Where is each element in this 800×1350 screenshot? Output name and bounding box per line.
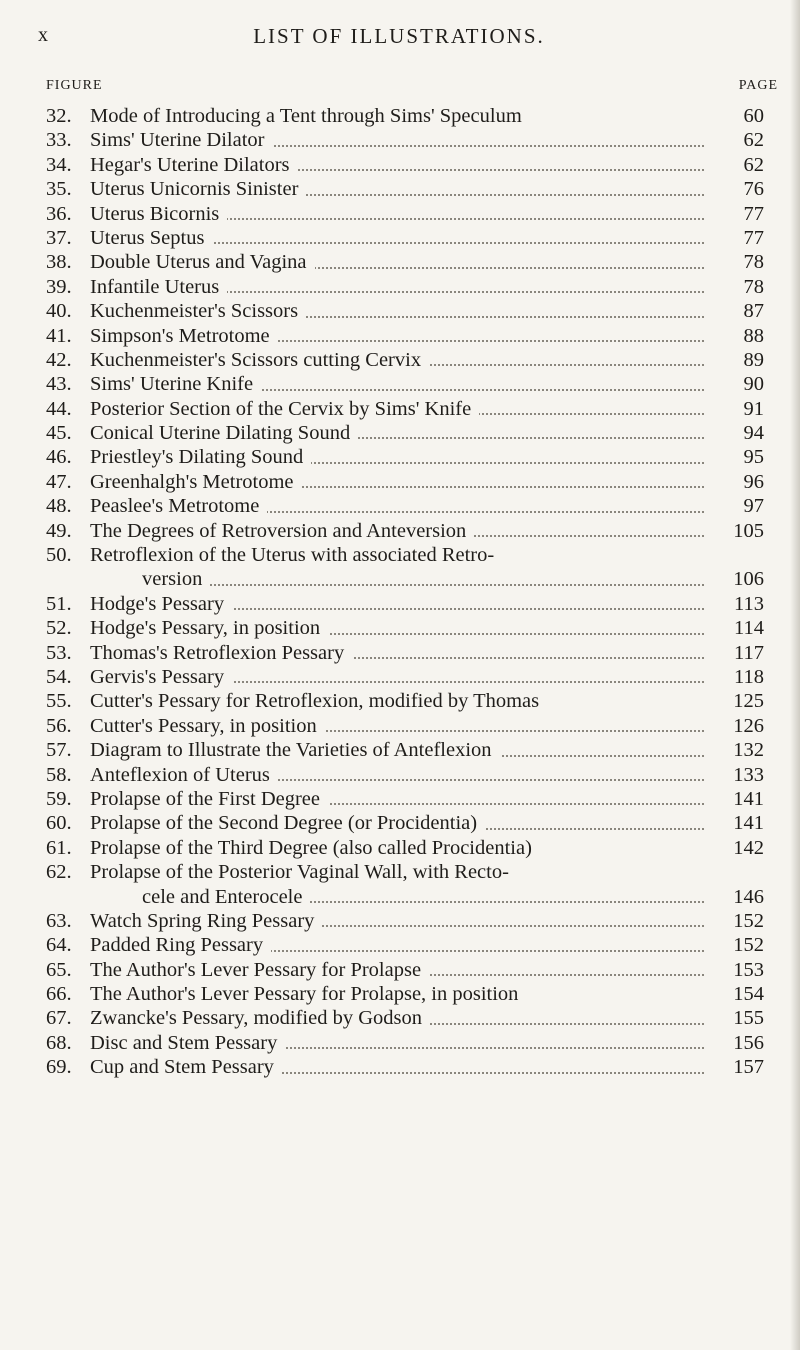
page-number: 62	[743, 129, 764, 152]
figure-title: Posterior Section of the Cervix by Sims' Knife	[90, 398, 479, 420]
list-item	[46, 445, 764, 469]
figure-number: 48.	[46, 495, 72, 518]
figure-title-cell	[90, 592, 704, 616]
figure-number: 59.	[46, 787, 72, 810]
list-item	[46, 397, 764, 421]
figure-number: 58.	[46, 763, 72, 786]
list-item	[46, 104, 764, 128]
figure-title: Mode of Introducing a Tent through Sims' Speculum	[90, 105, 530, 127]
page-number: 76	[743, 178, 764, 201]
figure-title-cell	[90, 153, 704, 177]
page-number: 62	[743, 153, 764, 176]
figure-number: 32.	[46, 105, 72, 127]
figure-number: 52.	[46, 617, 72, 640]
page-number: 106	[733, 568, 764, 591]
figure-title-cell	[90, 397, 704, 421]
figure-title: Hegar's Uterine Dilators	[90, 154, 298, 176]
figure-title: Cup and Stem Pessary	[90, 1056, 282, 1078]
page-number: 60	[743, 105, 764, 127]
figure-title-cell	[90, 860, 704, 884]
figure-title: Padded Ring Pessary	[90, 934, 271, 956]
figure-number: 68.	[46, 1031, 72, 1054]
page-number: 78	[743, 251, 764, 274]
page-number: 157	[733, 1056, 764, 1079]
page-edge	[790, 0, 800, 1350]
figure-number: 63.	[46, 909, 72, 932]
figure-title-cell	[90, 104, 704, 128]
figure-title-cell	[142, 885, 704, 909]
figure-title: cele and Enterocele	[142, 886, 310, 908]
page-number: 125	[733, 690, 764, 713]
figure-title: Hodge's Pessary, in position	[90, 617, 328, 639]
figure-title: Infantile Uterus	[90, 276, 227, 298]
figure-title-cell	[90, 738, 704, 762]
figure-number: 61.	[46, 836, 72, 859]
figure-title-cell	[90, 470, 704, 494]
figure-number: 44.	[46, 397, 72, 420]
figure-title-cell	[90, 226, 704, 250]
page-number: 153	[733, 958, 764, 981]
page-number: 95	[743, 446, 764, 469]
figure-title: Thomas's Retroflexion Pessary	[90, 642, 352, 664]
figure-title: Diagram to Illustrate the Varieties of Anteflexion	[90, 739, 500, 761]
figure-title-cell	[90, 665, 704, 689]
figure-number: 37.	[46, 226, 72, 249]
figure-title: Conical Uterine Dilating Sound	[90, 422, 358, 444]
figure-title: Hodge's Pessary	[90, 593, 232, 615]
list-item	[46, 689, 764, 713]
page-number: 87	[743, 300, 764, 323]
figure-title-cell	[90, 933, 704, 957]
figure-number: 45.	[46, 422, 72, 445]
list-item	[46, 543, 764, 567]
page-number: 91	[743, 397, 764, 420]
figure-number: 56.	[46, 714, 72, 737]
figure-title-cell	[90, 177, 704, 201]
figure-number: 39.	[46, 275, 72, 298]
list-item	[46, 250, 764, 274]
list-item	[46, 616, 764, 640]
figure-title: The Degrees of Retroversion and Anteversion	[90, 520, 474, 542]
page-number: 133	[733, 763, 764, 786]
list-item	[46, 275, 764, 299]
figure-number: 46.	[46, 446, 72, 469]
page-number: 126	[733, 714, 764, 737]
page-number: 96	[743, 470, 764, 493]
page-number: 89	[743, 348, 764, 371]
list-item	[46, 836, 764, 860]
figure-title: The Author's Lever Pessary for Prolapse, in position	[90, 983, 526, 1005]
list-item	[46, 202, 764, 226]
figure-title-cell	[90, 445, 704, 469]
figure-title-cell	[90, 299, 704, 323]
list-item	[46, 299, 764, 323]
figure-title: Anteflexion of Uterus	[90, 764, 278, 786]
figure-number: 41.	[46, 324, 72, 347]
list-item	[46, 470, 764, 494]
list-item	[46, 324, 764, 348]
figure-title-cell	[90, 616, 704, 640]
figure-title: Sims' Uterine Knife	[90, 373, 261, 395]
list-item	[46, 787, 764, 811]
figure-title: Greenhalgh's Metrotome	[90, 471, 302, 493]
figure-title: Prolapse of the Second Degree (or Procidentia)	[90, 812, 485, 834]
page-number: 88	[743, 324, 764, 347]
list-item	[46, 348, 764, 372]
column-headers	[46, 78, 778, 98]
figure-title: Gervis's Pessary	[90, 666, 232, 688]
list-item	[46, 714, 764, 738]
figure-number: 53.	[46, 641, 72, 664]
figure-number: 49.	[46, 519, 72, 542]
page-number-roman: x	[38, 24, 49, 46]
list-item	[46, 592, 764, 616]
figure-number: 33.	[46, 129, 72, 152]
figure-title: Sims' Uterine Dilator	[90, 129, 273, 151]
page-number: 97	[743, 495, 764, 518]
list-item	[46, 885, 764, 909]
figure-title-cell	[90, 958, 704, 982]
figure-number: 34.	[46, 153, 72, 176]
figure-number: 40.	[46, 300, 72, 323]
figure-title-cell	[90, 519, 704, 543]
page-number: 77	[743, 226, 764, 249]
figure-title: Uterus Unicornis Sinister	[90, 178, 306, 200]
page-number: 142	[733, 836, 764, 859]
list-item	[46, 982, 764, 1006]
figure-title: Uterus Bicornis	[90, 203, 227, 225]
figure-title-cell	[90, 787, 704, 811]
running-head	[38, 20, 760, 60]
figure-title-cell	[90, 982, 704, 1006]
page-number: 78	[743, 275, 764, 298]
figure-number: 42.	[46, 348, 72, 371]
figure-title: Uterus Septus	[90, 227, 212, 249]
list-item	[46, 372, 764, 396]
list-item	[46, 909, 764, 933]
figure-title: Prolapse of the Third Degree (also called Procidentia)	[90, 837, 540, 859]
list-item	[46, 226, 764, 250]
figure-number: 50.	[46, 544, 72, 567]
list-item	[46, 665, 764, 689]
figure-title-cell	[90, 202, 704, 226]
figure-number: 47.	[46, 470, 72, 493]
figure-title: Retroflexion of the Uterus with associated Retro-	[90, 544, 502, 566]
figure-number: 54.	[46, 665, 72, 688]
page-title: LIST OF ILLUSTRATIONS.	[253, 24, 545, 48]
dot-leader	[142, 582, 704, 586]
list-item	[46, 1055, 764, 1079]
figure-title-cell	[90, 811, 704, 835]
figure-title-cell	[90, 909, 704, 933]
list-item	[46, 421, 764, 445]
figure-title-cell	[90, 348, 704, 372]
list-item	[46, 641, 764, 665]
list-item	[46, 860, 764, 884]
figure-title: Cutter's Pessary, in position	[90, 715, 325, 737]
figure-title-cell	[90, 1031, 704, 1055]
page-number: 77	[743, 202, 764, 225]
page-number: 94	[743, 422, 764, 445]
page-number: 156	[733, 1031, 764, 1054]
page-column-header: PAGE	[738, 78, 778, 93]
page-number: 141	[733, 787, 764, 810]
figure-title: Priestley's Dilating Sound	[90, 446, 311, 468]
page-number: 141	[733, 812, 764, 835]
list-item	[46, 1006, 764, 1030]
list-item	[46, 763, 764, 787]
figure-title: Simpson's Metrotome	[90, 325, 278, 347]
figure-number: 51.	[46, 592, 72, 615]
figure-title: Zwancke's Pessary, modified by Godson	[90, 1007, 430, 1029]
page-number: 113	[734, 592, 764, 615]
figure-title: Disc and Stem Pessary	[90, 1032, 285, 1054]
figure-title-cell	[90, 714, 704, 738]
figure-title-cell	[90, 836, 704, 860]
figure-title-cell	[90, 1006, 704, 1030]
illustrations-list	[46, 104, 764, 1080]
page-number: 90	[743, 373, 764, 396]
list-item	[46, 567, 764, 591]
figure-title-cell	[90, 372, 704, 396]
page-number: 154	[733, 983, 764, 1006]
list-item	[46, 153, 764, 177]
figure-number: 57.	[46, 739, 72, 762]
figure-title-cell	[90, 275, 704, 299]
figure-title-cell	[90, 1055, 704, 1079]
page-number: 117	[734, 641, 764, 664]
list-item	[46, 177, 764, 201]
figure-number: 38.	[46, 251, 72, 274]
figure-number: 65.	[46, 958, 72, 981]
figure-title: Peaslee's Metrotome	[90, 495, 267, 517]
page-number: 152	[733, 909, 764, 932]
figure-number: 67.	[46, 1007, 72, 1030]
figure-title-cell	[90, 421, 704, 445]
figure-title-cell	[142, 567, 704, 591]
figure-number: 60.	[46, 812, 72, 835]
figure-title-cell	[90, 763, 704, 787]
page-number: 152	[733, 934, 764, 957]
figure-title: Prolapse of the First Degree	[90, 788, 328, 810]
figure-number: 35.	[46, 178, 72, 201]
figure-title: Cutter's Pessary for Retroflexion, modified by Thomas	[90, 690, 547, 712]
figure-title: Kuchenmeister's Scissors cutting Cervix	[90, 349, 429, 371]
figure-title-cell	[90, 250, 704, 274]
figure-title-cell	[90, 128, 704, 152]
figure-number: 36.	[46, 202, 72, 225]
list-item	[46, 1031, 764, 1055]
figure-title-cell	[90, 543, 704, 567]
list-item	[46, 128, 764, 152]
list-item	[46, 933, 764, 957]
figure-number: 62.	[46, 861, 72, 884]
list-item	[46, 494, 764, 518]
page-number: 105	[733, 519, 764, 542]
figure-title-cell	[90, 689, 704, 713]
figure-title-cell	[90, 324, 704, 348]
figure-number: 69.	[46, 1056, 72, 1079]
figure-title: Double Uterus and Vagina	[90, 251, 315, 273]
figure-title-cell	[90, 641, 704, 665]
figure-column-header: FIGURE	[46, 78, 103, 93]
page-number: 155	[733, 1007, 764, 1030]
list-item	[46, 519, 764, 543]
page-number: 132	[733, 739, 764, 762]
page-number: 114	[734, 617, 764, 640]
figure-number: 43.	[46, 373, 72, 396]
list-item	[46, 811, 764, 835]
figure-number: 66.	[46, 983, 72, 1006]
page-number: 118	[734, 665, 764, 688]
figure-title-cell	[90, 494, 704, 518]
figure-title: The Author's Lever Pessary for Prolapse	[90, 959, 429, 981]
list-item	[46, 738, 764, 762]
figure-title: Watch Spring Ring Pessary	[90, 910, 322, 932]
figure-title: version	[142, 568, 210, 590]
figure-title: Kuchenmeister's Scissors	[90, 300, 306, 322]
list-item	[46, 958, 764, 982]
figure-number: 64.	[46, 934, 72, 957]
page-number: 146	[733, 885, 764, 908]
figure-number: 55.	[46, 690, 72, 713]
figure-title: Prolapse of the Posterior Vaginal Wall, with Recto-	[90, 861, 517, 883]
